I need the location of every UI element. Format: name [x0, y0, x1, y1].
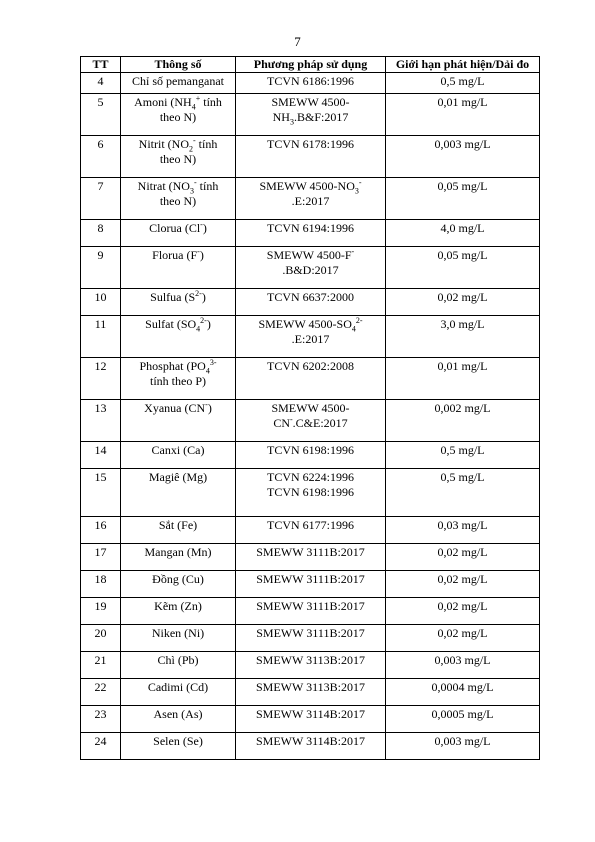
table-row: [81, 358, 540, 400]
cell-tt: 20: [81, 625, 121, 652]
table-row: [81, 652, 540, 679]
cell-tt: 6: [81, 136, 121, 178]
cell-limit: 0,003 mg/L: [386, 652, 540, 679]
cell-parameter: Magiê (Mg): [121, 469, 236, 517]
cell-limit: 0,02 mg/L: [386, 598, 540, 625]
cell-parameter: Mangan (Mn): [121, 544, 236, 571]
cell-parameter: Clorua (Cl-): [121, 220, 236, 247]
cell-method: TCVN 6637:2000: [236, 289, 386, 316]
cell-method: SMEWW $4500-SO_4^{2-}$ .E:2017: [236, 316, 386, 358]
cell-tt: 16: [81, 517, 121, 544]
cell-parameter: Cadimi (Cd): [121, 679, 236, 706]
cell-limit: 0,01 mg/L: [386, 94, 540, 136]
cell-limit: 0,05 mg/L: [386, 247, 540, 289]
table-row: [81, 289, 540, 316]
table-row: [81, 247, 540, 289]
cell-tt: 21: [81, 652, 121, 679]
cell-method: SMEWW 3113B:2017: [236, 652, 386, 679]
table-row: [81, 178, 540, 220]
cell-limit: 4,0 mg/L: [386, 220, 540, 247]
cell-method: TCVN 6186:1996: [236, 73, 386, 94]
cell-tt: 11: [81, 316, 121, 358]
cell-method: SMEWW 3111B:2017: [236, 598, 386, 625]
cell-method: SMEWW 3114B:2017: [236, 706, 386, 733]
cell-tt: 14: [81, 442, 121, 469]
header-method: Phương pháp sử dụng: [236, 57, 386, 73]
cell-tt: 18: [81, 571, 121, 598]
cell-method: TCVN 6194:1996: [236, 220, 386, 247]
cell-limit: 0,0004 mg/L: [386, 679, 540, 706]
table-row: [81, 571, 540, 598]
cell-parameter: Đồng (Cu): [121, 571, 236, 598]
cell-parameter: Amoni ($NH_4^+$ tính theo N): [121, 94, 236, 136]
cell-tt: 17: [81, 544, 121, 571]
cell-limit: 0,03 mg/L: [386, 517, 540, 544]
cell-method: SMEWW 3114B:2017: [236, 733, 386, 760]
cell-method: SMEWW 3113B:2017: [236, 679, 386, 706]
cell-parameter: Chỉ số pemanganat: [121, 73, 236, 94]
cell-tt: 13: [81, 400, 121, 442]
cell-limit: 0,003 mg/L: [386, 733, 540, 760]
cell-tt: 19: [81, 598, 121, 625]
table-row: [81, 400, 540, 442]
cell-parameter: Sulfat $(SO_4^{2-})$: [121, 316, 236, 358]
cell-parameter: Nitrit ($NO_2^-$ tính theo N): [121, 136, 236, 178]
cell-limit: 0,0005 mg/L: [386, 706, 540, 733]
table-row: [81, 679, 540, 706]
table-row: [81, 94, 540, 136]
cell-parameter: Selen (Se): [121, 733, 236, 760]
header-tt: TT: [81, 57, 121, 73]
cell-method: SMEWW 4500- $NH_3.B\&F:2017$: [236, 94, 386, 136]
cell-tt: 5: [81, 94, 121, 136]
cell-method: SMEWW 4500- CN-.C&E:2017: [236, 400, 386, 442]
cell-method: TCVN 6202:2008: [236, 358, 386, 400]
cell-parameter: Niken (Ni): [121, 625, 236, 652]
table-row: [81, 517, 540, 544]
table-row: [81, 733, 540, 760]
cell-method: SMEWW $4500-NO_3^-$ .E:2017: [236, 178, 386, 220]
cell-tt: 24: [81, 733, 121, 760]
cell-tt: 22: [81, 679, 121, 706]
table-row: [81, 625, 540, 652]
cell-tt: 9: [81, 247, 121, 289]
cell-limit: 0,02 mg/L: [386, 571, 540, 598]
table-row: [81, 706, 540, 733]
cell-limit: 0,02 mg/L: [386, 544, 540, 571]
cell-tt: 8: [81, 220, 121, 247]
cell-tt: 15: [81, 469, 121, 517]
cell-tt: 12: [81, 358, 121, 400]
cell-method: SMEWW 4500-F- .B&D:2017: [236, 247, 386, 289]
table-row: [81, 598, 540, 625]
table-header-row: [81, 57, 540, 73]
cell-limit: 0,01 mg/L: [386, 358, 540, 400]
table-row: [81, 136, 540, 178]
cell-method: TCVN 6224:1996 TCVN 6198:1996: [236, 469, 386, 517]
table-row: [81, 73, 540, 94]
table-row: [81, 316, 540, 358]
cell-method: TCVN 6177:1996: [236, 517, 386, 544]
cell-parameter: Nitrat ($NO_3^-$ tính theo N): [121, 178, 236, 220]
cell-limit: 3,0 mg/L: [386, 316, 540, 358]
cell-limit: 0,5 mg/L: [386, 442, 540, 469]
header-param: Thông số: [121, 57, 236, 73]
table-row: [81, 544, 540, 571]
cell-parameter: Sulfua $(S^{2-})$: [121, 289, 236, 316]
cell-limit: 0,02 mg/L: [386, 625, 540, 652]
cell-limit: 0,5 mg/L: [386, 469, 540, 517]
table-row: [81, 220, 540, 247]
cell-parameter: Canxi (Ca): [121, 442, 236, 469]
cell-parameter: Phosphat ($PO_4^{3-}$ tính theo P): [121, 358, 236, 400]
cell-method: SMEWW 3111B:2017: [236, 625, 386, 652]
cell-limit: 0,003 mg/L: [386, 136, 540, 178]
cell-method: TCVN 6198:1996: [236, 442, 386, 469]
table-row: [81, 469, 540, 517]
cell-tt: 7: [81, 178, 121, 220]
table-row: [81, 442, 540, 469]
header-limit: Giới hạn phát hiện/Dải đo: [386, 57, 540, 73]
cell-method: TCVN 6178:1996: [236, 136, 386, 178]
cell-parameter: Florua (F-): [121, 247, 236, 289]
cell-tt: 4: [81, 73, 121, 94]
cell-tt: 10: [81, 289, 121, 316]
cell-method: SMEWW 3111B:2017: [236, 571, 386, 598]
page-number: 7: [294, 34, 301, 49]
cell-limit: 0,002 mg/L: [386, 400, 540, 442]
parameters-table: [80, 56, 540, 760]
cell-limit: 0,05 mg/L: [386, 178, 540, 220]
cell-parameter: Chì (Pb): [121, 652, 236, 679]
table-body: [81, 73, 540, 760]
cell-tt: 23: [81, 706, 121, 733]
cell-limit: 0,5 mg/L: [386, 73, 540, 94]
cell-parameter: Kẽm (Zn): [121, 598, 236, 625]
cell-parameter: Asen (As): [121, 706, 236, 733]
cell-method: SMEWW 3111B:2017: [236, 544, 386, 571]
cell-parameter: Xyanua (CN-): [121, 400, 236, 442]
cell-parameter: Sắt (Fe): [121, 517, 236, 544]
cell-limit: 0,02 mg/L: [386, 289, 540, 316]
